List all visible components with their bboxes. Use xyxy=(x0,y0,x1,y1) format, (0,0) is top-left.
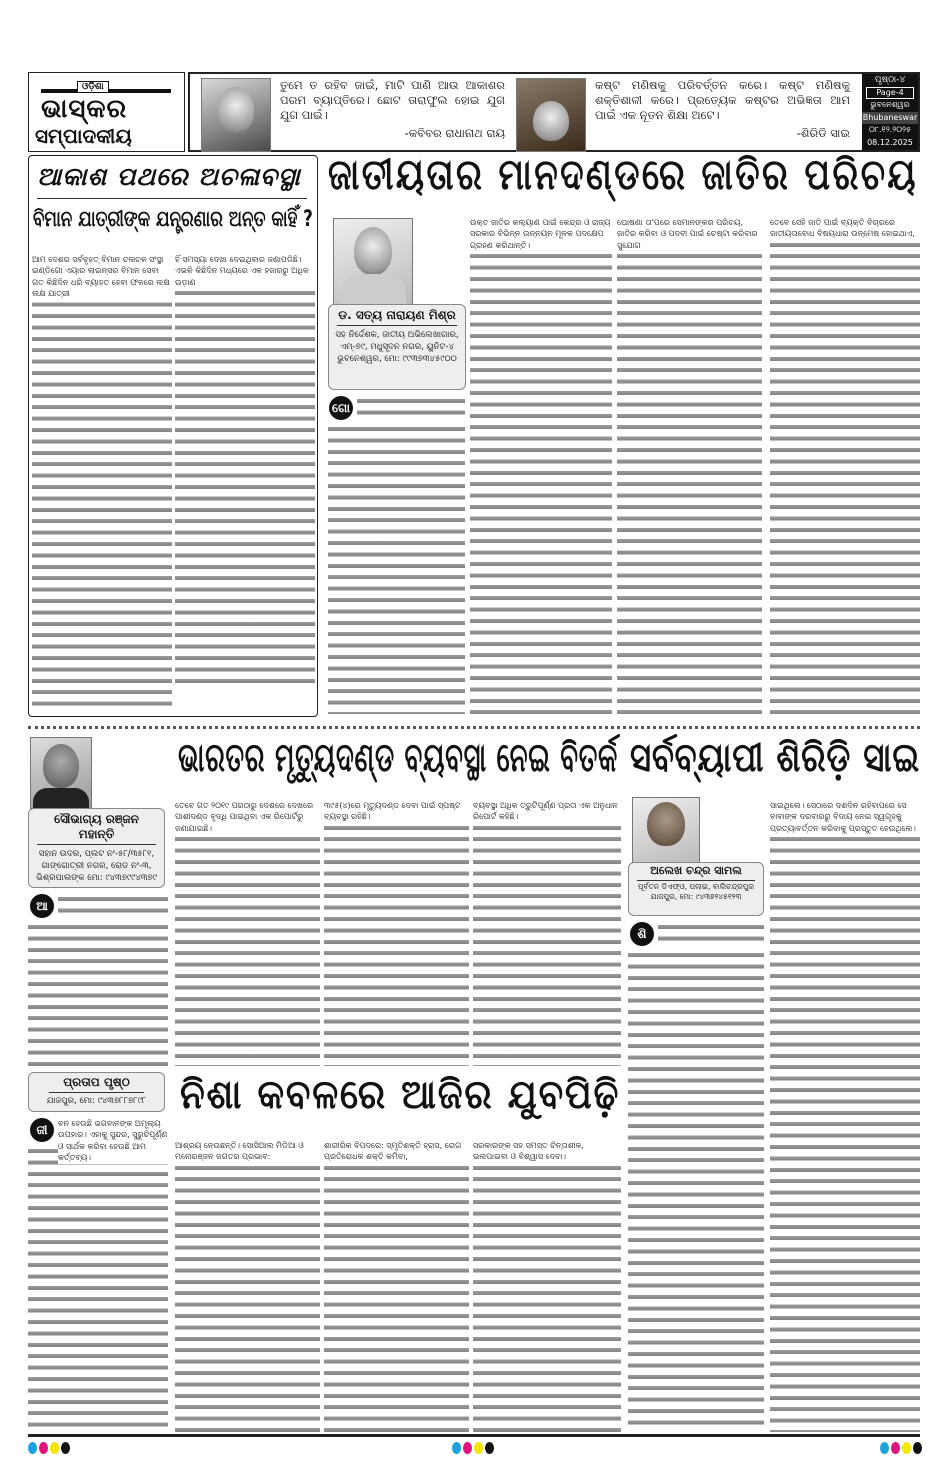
quote-1 xyxy=(280,78,505,141)
date-or: ୦୮.୧୨.୨୦୨୫ xyxy=(869,125,911,134)
article-2-col2-text: ୩୯୫(୪)ରେ ମୃତ୍ୟୁଦଣ୍ଡ ଦେବା ପାଇଁ ସ୍ପଷ୍ଟ ବ୍ୟବସ୍ଥା ରହିଛି। xyxy=(324,800,469,823)
article-1-column-3 xyxy=(617,217,762,714)
section-title: ସମ୍ପାଦକୀୟ xyxy=(35,124,132,148)
date-en: 08.12.2025 xyxy=(867,137,913,147)
article-3-dropcap: ଶି xyxy=(630,922,654,946)
article-2-column-2 xyxy=(324,800,469,1066)
article-2-column-1 xyxy=(175,800,320,1066)
editorial-column-2 xyxy=(175,254,315,684)
quote-2-author: -ଶିରିଡି ସାଇ xyxy=(796,126,850,140)
article-1-column-2 xyxy=(470,217,612,714)
article-3-column-1 xyxy=(628,950,764,1432)
article-3-address: ପୂର୍ବତନ ଡିଏଫ୍ଓ, ପଲାଇ, ବାଲିଚନ୍ଦ୍ରପୁର ଯାଜପୁର, ମୋ: ୯୪୩୭୨୪୫୧୨୩ xyxy=(637,882,755,901)
article-3-byline xyxy=(628,862,764,916)
article-2-column-3 xyxy=(473,800,621,1066)
article-2-byline xyxy=(28,808,165,888)
divider xyxy=(37,198,307,199)
article-3-headline: ସର୍ବବ୍ୟାପୀ ଶିରିଡ଼ି ସାଇ xyxy=(630,735,921,781)
article-4-col4-text: ସରକାରଙ୍କ ସହ ସମସ୍ତ ଚିନ୍ତାଶୀଳ, ଭଲପାଇବା ଓ ବିଶ୍ୱାସ ଦେବା। xyxy=(473,1140,621,1163)
editorial-kicker: ଆକାଶ ପଥରେ ଅଚଳାବସ୍ଥା xyxy=(37,162,301,191)
article-3-author: ଅଲେଖ ଚନ୍ଦ୍ର ସାମଲ xyxy=(637,864,755,881)
article-2-author-photo xyxy=(30,737,92,809)
article-1-author-photo xyxy=(333,218,413,306)
article-4-headline: ନିଶା କବଳରେ ଆଜିର ଯୁବପିଢ଼ି xyxy=(180,1072,621,1118)
quote-1-text: ତୁମେ ତ ରହିବ ଜାଇଁ, ମାଟି ପାଣି ଆଉ ଆକାଶର ପରମ ବ୍ୟାପ୍ତିରେ। ଛୋଟ ତାରାଫୁଲ ହୋଇ ଯୁଗ ଯୁଗ ପାଇଁ। xyxy=(280,78,505,122)
editorial-column-1 xyxy=(32,254,172,712)
article-4-address: ଯାଜପୁର, ମୋ: ୯୪୩୭୮୮୭୮୯୮ xyxy=(46,1096,147,1106)
logo-state: ଓଡ଼ିଶା xyxy=(77,81,109,93)
article-1-column-4 xyxy=(770,217,920,714)
article-3-column-1a xyxy=(658,922,764,948)
page-info xyxy=(862,74,918,150)
article-3-col-text: ସାଇଥିଲେ। ସେଠାରେ ଦଶଦିନ ରହିବାପରେ ସେ ବାବାଙ୍କ ଦରବାରରୁ ବିଦାୟ ନେଇ ସ୍ୱଗୃହକୁ ପ୍ରତ୍ୟାବର୍ତ୍ତନ କରିବାକୁ ପ୍ରସ୍ତୁତ ହେଉଥିଲେ। xyxy=(770,800,920,834)
page-number-en: Page-4 xyxy=(866,87,914,100)
editorial-col1-text: ଆମ ଦେଶର ସର୍ବବୃହତ୍ ବିମାନ ଚଳାଚଳ ସଂସ୍ଥା ଇଣ୍ଡିଗୋ ଏୟାର ଲାଇନ୍ସର ବିମାନ ସେବା ଗତ କିଛିଦିନ ଧରି ବ୍ୟାହତ ହେବା ଫଳରେ ଲକ୍ଷ ଲକ୍ଷ ଯାତ୍ରୀ xyxy=(32,254,172,300)
article-4-column-3 xyxy=(324,1140,469,1432)
registration-marks-right xyxy=(880,1442,922,1454)
page-number-or: ପୃଷ୍ଠା-୪ xyxy=(874,75,906,85)
editorial-box xyxy=(28,155,318,717)
logo-name: ଭାସ୍କର xyxy=(41,94,128,124)
article-4-author: ପ୍ରତାପ ପୃଷ୍ଠ xyxy=(49,1075,144,1093)
city-en: Bhubaneswar xyxy=(862,112,918,125)
article-1-author: ଡ. ସତ୍ୟ ନାରାୟଣ ମିଶ୍ର xyxy=(337,308,457,326)
article-4-column-4 xyxy=(473,1140,621,1432)
article-1-col4-text: ତେବେ ସେହି ଜାତି ପାଇଁ ବ୍ୟକ୍ତି ବିଚାରରେ ଜାତୀୟତାବୋଧ ବିଷୟଧାରା ଉନ୍ମେଷ ହୋଇଥାଏ, xyxy=(770,217,920,240)
article-4-column-2 xyxy=(175,1140,320,1432)
city-or: ଭୁବନେଶ୍ୱର xyxy=(870,100,910,109)
editorial-headline: ବିମାନ ଯାତ୍ରୀଙ୍କ ଯନ୍ତ୍ରଣାର ଅନ୍ତ କାହିଁ ? xyxy=(33,206,313,232)
editorial-col2-text: ହିଁ ସମସ୍ୟା ଦେଖା ଦେଇଥିବାର ଜଣାପଡିଛି। ଏଭଳି କିଛିଦିନ ମଧ୍ୟରେ ଏକ ହଜାରରୁ ଅଧିକ ଉଡ଼ାଣ xyxy=(175,254,315,288)
poet-portrait xyxy=(201,78,271,152)
article-2-author: ସୌଭାଗ୍ୟ ରଞ୍ଜନ ମହାନ୍ତି xyxy=(37,812,156,845)
article-3-column-2 xyxy=(770,800,920,1432)
article-2-dropcap: ଆ xyxy=(30,894,54,918)
article-4-col2-text: ଆଶ୍ରୟ ନେଉଛନ୍ତି। ସୋସିଆଲ ମିଡିଆ ଓ ମନୋରଞ୍ଜନ ଜଗତର ପ୍ରଭାବ: xyxy=(175,1140,320,1163)
article-2-column-0 xyxy=(28,922,168,1066)
article-1-col3-text: ଘୋଷଣା ତା'ପରେ ସେମାନଙ୍କର ପରିଚୟ, ଜାତିର କରିବା ଓ ପଦବୀ ପାଇଁ ଚେଷ୍ଟା କରିବାର ସୁଯୋଗ xyxy=(617,217,762,251)
article-4-col1-text: ବନ ହେଉଛି ଭଗବାନଙ୍କ ଅମୂଲ୍ୟ ଉପହାର। ଏହାକୁ ସୁନ୍ଦର, ସୁରୁଚିପୂର୍ଣ୍ଣ ଓ ସାର୍ଥକ କରିବା ହେଉଛି ଆମ କର୍ତ୍ତବ୍ୟ। xyxy=(58,1119,168,1163)
article-2-col1-text: ତେବେ ଗତ ୨୦୧୯ ପରଠାରୁ ଦେଶରେ ଦେଖରେ ପାଶୀଦଣ୍ଡ ବୃଦ୍ଧି ପାଇଥିବା ଏକ ରିପୋର୍ଟରୁ ଜଣାଯାଇଛି। xyxy=(175,800,320,834)
article-1-headline: ଜାତୀୟତାର ମାନଦଣ୍ଡରେ ଜାତିର ପରିଚୟ xyxy=(328,150,918,200)
article-1-column-1a xyxy=(357,396,465,422)
sai-portrait xyxy=(516,78,586,152)
registration-marks-left xyxy=(28,1442,70,1454)
quote-banner xyxy=(188,72,920,152)
article-1-dropcap: ଗୋ xyxy=(329,396,353,420)
article-2-headline: ଭାରତର ମୃତ୍ୟୁଦଣ୍ଡ ବ୍ୟବସ୍ଥା ନେଇ ବିତର୍କ xyxy=(178,735,618,781)
article-3-author-photo xyxy=(632,797,700,863)
article-4-col3-text: ଶାରୀରିକ ବିପଦରେ: ସ୍ମୃତିଶକ୍ତି ହ୍ରାସ, ରୋଗ ପ୍ରତିରୋଧକ ଶକ୍ତି କମିବା, xyxy=(324,1140,469,1163)
quote-2-text: କଷ୍ଟ ମଣିଷକୁ ପରିବର୍ତ୍ତନ କରେ। କଷ୍ଟ ମଣିଷକୁ ଶକ୍ତିଶାଳୀ କରେ। ପ୍ରତ୍ୟେକ କଷ୍ଟର ଅଭିଜ୍ଞତା ଆମ ପାଇଁ ଏକ ନୂତନ ଶିକ୍ଷା ଅଟେ। xyxy=(595,78,850,122)
article-1-address: ସହ ନିର୍ଦ୍ଦେଶକ, ଜାତୀୟ ଅଭିଲେଖାଗାର, ଏମ୍-୭୯, ମଧୁସୂଦନ ନଗର, ୟୁନିଟ-୪ ଭୁବନେଶ୍ୱର, ମୋ: ୯୯୩୭୩୪୫୯୦୦ xyxy=(335,330,459,364)
article-4-byline xyxy=(28,1072,165,1112)
article-4-column-1 xyxy=(28,1146,168,1432)
article-2-col3-text: ବ୍ୟବସ୍ଥା ଅଧିକ ତ୍ରୁଟିପୂର୍ଣ୍ଣ ପ୍ରତା ଏକ ଅନୁଧାନ ରିପୋର୍ଟ କହିଛି। xyxy=(473,800,621,823)
article-1-col2-text: ଉକ୍ତ ଜାତିର କଲ୍ୟାଣ ପାଇଁ କେନ୍ଦ୍ର ଓ ରାଜ୍ୟ ସରକାର ବିଭିନ୍ନ ଉନ୍ନୟନ ମୂଳକ ପଦକ୍ଷେପ ଗ୍ରହଣ କରିଥାନ୍ତି। xyxy=(470,218,611,250)
article-1-column-1 xyxy=(328,424,465,714)
registration-marks-center xyxy=(452,1442,494,1454)
footer-rule xyxy=(28,1434,920,1437)
section-separator xyxy=(28,726,920,729)
article-4-dropcap: ଜୀ xyxy=(30,1118,54,1142)
article-2-address: ସହାନ ଉଦର, ପ୍ଲଟ ନଂ-୫୮/୩୫୮୧, ଗାଙ୍ଗୋତ୍ରୀ ନଗର, ରୋଡ ନଂ-୩, ଭିଶ୍ରପାଲଙ୍କ ମୋ: ୯୪୩୭୯୯୪୩୭୯ xyxy=(36,849,157,883)
article-2-column-0a xyxy=(58,894,168,920)
quote-1-author: -କବିବର ରାଧାନାଥ ରାୟ xyxy=(404,126,505,140)
article-1-byline xyxy=(328,304,466,390)
masthead-logo xyxy=(28,72,185,152)
quote-2 xyxy=(595,78,850,141)
